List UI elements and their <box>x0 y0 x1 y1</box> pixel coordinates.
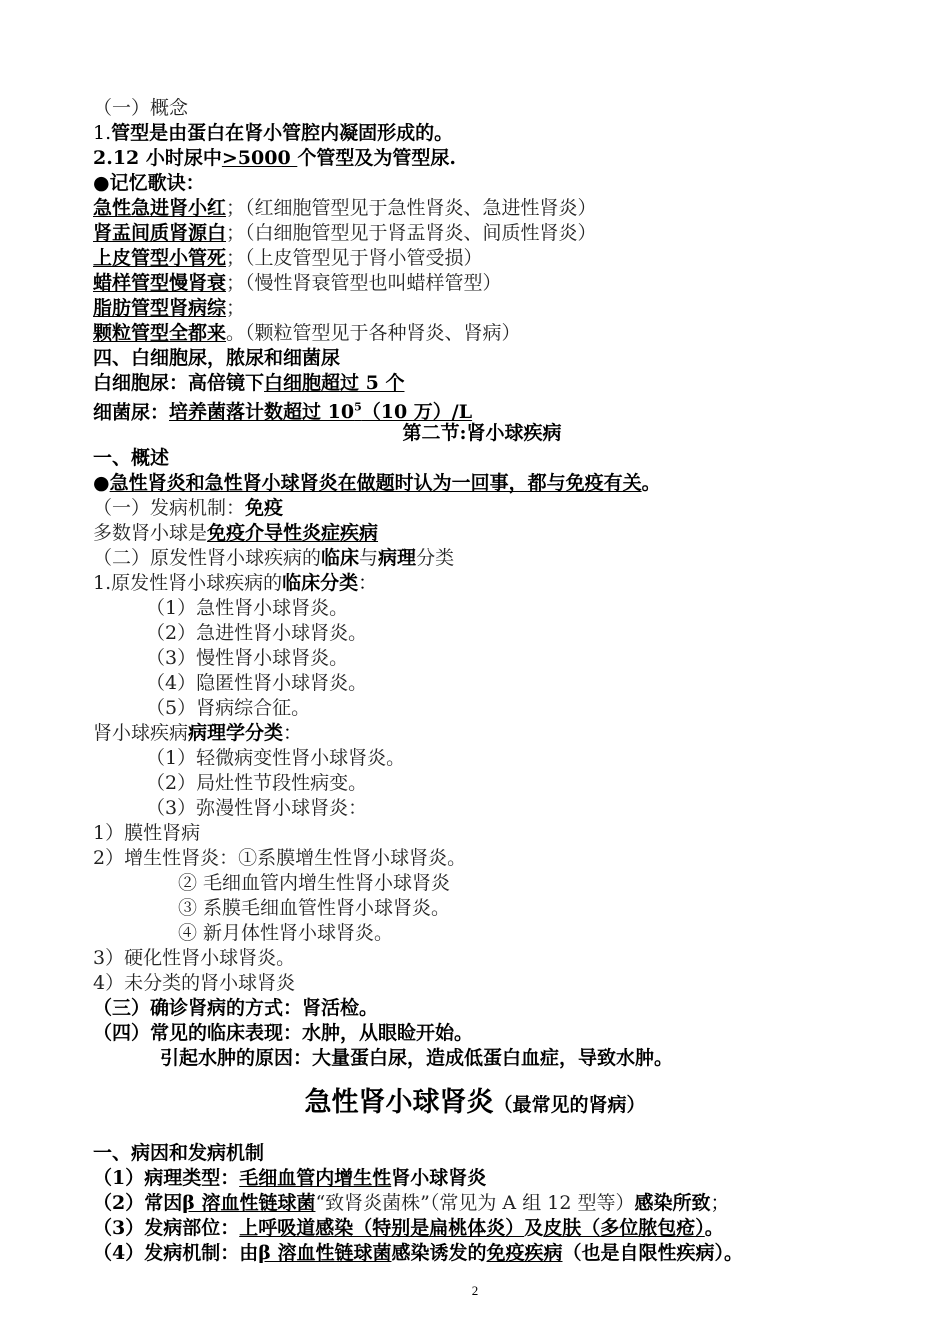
text-line: 引起水肿的原因：大量蛋白尿，造成低蛋白血症，导致水肿。 <box>160 1047 674 1069</box>
chapter-title: 第二节:肾小球疾病 <box>402 422 562 444</box>
text-line: 1.原发性肾小球疾病的临床分类： <box>93 572 378 594</box>
key-point: ●急性肾炎和急性肾小球肾炎在做题时认为一回事，都与免疫有关。 <box>93 472 661 494</box>
mnemonic-line: 急性急进肾小红；（红细胞管型见于急性肾炎、急进性肾炎） <box>93 197 597 219</box>
list-item: （1）急性肾小球肾炎。 <box>146 597 349 619</box>
list-item: （5）肾病综合征。 <box>146 697 311 719</box>
text-line: 细菌尿：培养菌落计数超过 $10^5(10$ 万）/L <box>93 401 473 424</box>
text-line: （三）确诊肾病的方式：肾活检。 <box>93 997 379 1019</box>
text-line: 1.管型是由蛋白在肾小管腔内凝固形成的。 <box>93 122 454 144</box>
list-item: ② 毛细血管内增生性肾小球肾炎 <box>178 872 451 894</box>
mnemonic-heading: ●记忆歌诀： <box>93 172 205 194</box>
mnemonic-line: 颗粒管型全都来。（颗粒管型见于各种肾炎、肾病） <box>93 322 521 344</box>
text-line: （4）发病机制：由β 溶血性链球菌感染诱发的免疫疾病（也是自限性疾病）。 <box>93 1242 744 1264</box>
list-item: （4）隐匿性肾小球肾炎。 <box>146 672 368 694</box>
mnemonic-line: 蜡样管型慢肾衰；（慢性肾衰管型也叫蜡样管型） <box>93 272 502 294</box>
list-item: 4）未分类的肾小球肾炎 <box>93 972 296 994</box>
list-item: （2）局灶性节段性病变。 <box>146 772 368 794</box>
list-item: ④ 新月体性肾小球肾炎。 <box>178 922 394 944</box>
list-item: ③ 系膜毛细血管性肾小球肾炎。 <box>178 897 451 919</box>
text-line: 白细胞尿：高倍镜下白细胞超过 5 个 <box>93 372 405 394</box>
main-heading: 急性肾小球肾炎（最常见的肾病） <box>304 1087 646 1118</box>
text-line: （3）发病部位：上呼吸道感染（特别是扁桃体炎）及皮肤（多位脓包疮）。 <box>93 1217 724 1239</box>
text-line: （四）常见的临床表现：水肿，从眼睑开始。 <box>93 1022 474 1044</box>
list-item: （3）弥漫性肾小球肾炎： <box>146 797 368 819</box>
section-heading: 四、白细胞尿，脓尿和细菌尿 <box>93 347 341 369</box>
text-line: 肾小球疾病病理学分类： <box>93 722 303 744</box>
list-item: 2）增生性肾炎：①系膜增生性肾小球肾炎。 <box>93 847 467 869</box>
section-heading: 一、病因和发病机制 <box>93 1142 265 1164</box>
page-number: 2 <box>471 1283 479 1298</box>
text-line: （1）病理类型：毛细血管内增生性肾小球肾炎 <box>93 1167 487 1189</box>
text-line: （2）常因β 溶血性链球菌“致肾炎菌株”（常见为 A 组 12 型等）感染所致； <box>93 1192 730 1214</box>
list-item: （1）轻微病变性肾小球肾炎。 <box>146 747 406 769</box>
list-item: （2）急进性肾小球肾炎。 <box>146 622 368 644</box>
text-line: 多数肾小球是免疫介导性炎症疾病 <box>93 522 379 544</box>
text-line: （二）原发性肾小球疾病的临床与病理分类 <box>93 547 455 569</box>
mnemonic-line: 脂肪管型肾病综； <box>93 297 246 319</box>
mnemonic-line: 上皮管型小管死；（上皮管型见于肾小管受损） <box>93 247 483 269</box>
list-item: （3）慢性肾小球肾炎。 <box>146 647 349 669</box>
list-item: 3）硬化性肾小球肾炎。 <box>93 947 296 969</box>
list-item: 1）膜性肾病 <box>93 822 201 844</box>
section-heading: （一）概念 <box>93 97 189 119</box>
section-heading: 一、概述 <box>93 447 170 469</box>
text-line: 2.12 小时尿中>5000 个管型及为管型尿. <box>93 147 456 169</box>
mnemonic-line: 肾盂间质肾源白；（白细胞管型见于肾盂肾炎、间质性肾炎） <box>93 222 597 244</box>
text-line: （一）发病机制：免疫 <box>93 497 284 519</box>
